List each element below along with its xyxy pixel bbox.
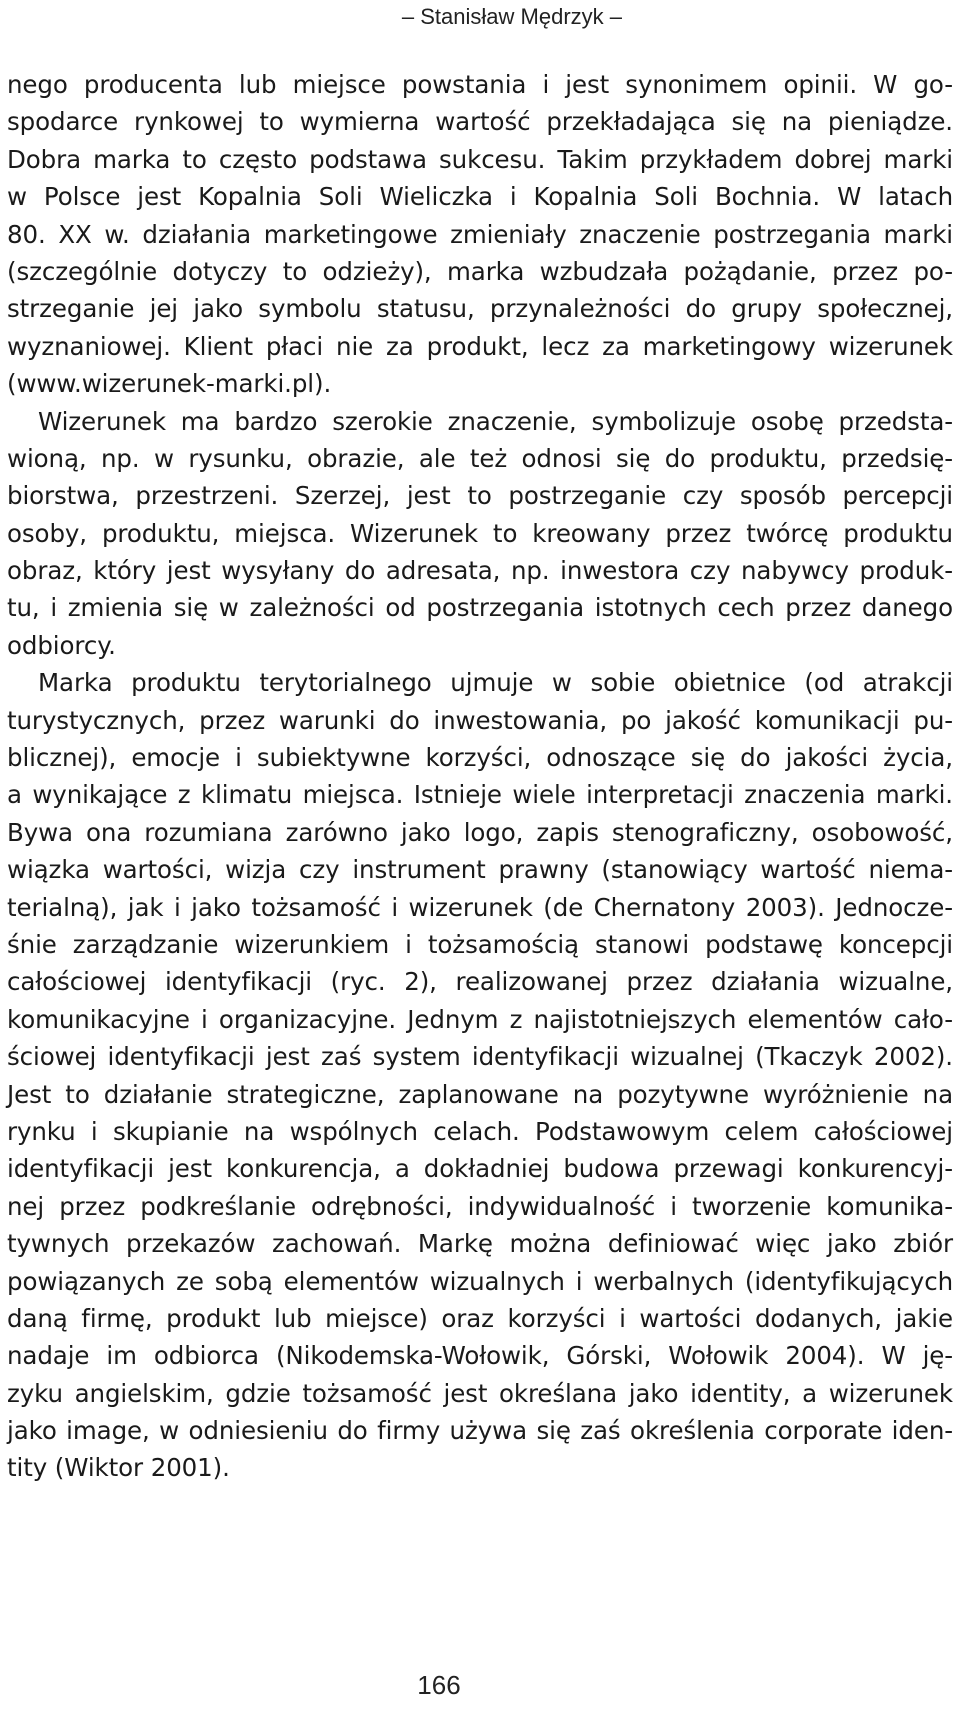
text-line: całościowej identyfikacji (ryc. 2), realizowanej przez działania wizualne, xyxy=(7,967,953,997)
text-line: ściowej identyfikacji jest zaś system identyfikacji wizualnej (Tkaczyk 2002). xyxy=(7,1042,953,1072)
text-line: Dobra marka to często podstawa sukcesu. Takim przykładem dobrej marki xyxy=(7,144,953,174)
text-line: (www.wizerunek-marki.pl). xyxy=(7,369,332,399)
text-line: Marka produktu terytorialnego ujmuje w sobie obietnice (od atrakcji xyxy=(38,668,953,698)
text-line: zyku angielskim, gdzie tożsamość jest określana jako identity, a wizerunek xyxy=(7,1378,953,1408)
text-line: tu, i zmienia się w zależności od postrzegania istotnych cech przez danego xyxy=(7,593,953,623)
text-line: Bywa ona rozumiana zarówno jako logo, zapis stenograficzny, osobowość, xyxy=(7,817,953,847)
text-line: turystycznych, przez warunki do inwestowania, po jakość komunikacji pu- xyxy=(7,705,953,735)
paragraph xyxy=(7,66,953,403)
text-line: tity (Wiktor 2001). xyxy=(7,1453,230,1483)
text-line: śnie zarządzanie wizerunkiem i tożsamością stanowi podstawę koncepcji xyxy=(7,929,953,959)
page-number: 166 xyxy=(417,1670,461,1700)
text-line: a wynikające z klimatu miejsca. Istnieje wiele interpretacji znaczenia marki. xyxy=(7,780,953,810)
text-line: spodarce rynkowej to wymierna wartość przekładająca się na pieniądze. xyxy=(7,107,953,137)
text-line: 80. XX w. działania marketingowe zmieniały znaczenie postrzegania marki xyxy=(7,219,953,249)
text-line: wyznaniowej. Klient płaci nie za produkt, lecz za marketingowy wizerunek xyxy=(7,331,953,361)
text-line: daną firmę, produkt lub miejsce) oraz korzyści i wartości dodanych, jakie xyxy=(7,1303,953,1333)
paragraph xyxy=(7,403,953,665)
text-line: identyfikacji jest konkurencja, a dokładniej budowa przewagi konkurencyj- xyxy=(7,1154,953,1184)
text-line: nej przez podkreślanie odrębności, indywidualność i tworzenie komunika- xyxy=(7,1191,953,1221)
text-line: wiązka wartości, wizja czy instrument prawny (stanowiący wartość niema- xyxy=(7,855,953,885)
running-header: – Stanisław Mędrzyk – xyxy=(401,4,622,29)
text-line: odbiorcy. xyxy=(7,630,116,660)
text-line: biorstwa, przestrzeni. Szerzej, jest to postrzeganie czy sposób percepcji xyxy=(7,481,953,511)
text-line: komunikacyjne i organizacyjne. Jednym z najistotniejszych elementów cało- xyxy=(7,1004,953,1034)
text-line: strzeganie jej jako symbolu statusu, przynależności do grupy społecznej, xyxy=(7,294,953,324)
text-line: (szczególnie dotyczy to odzieży), marka wzbudzała pożądanie, przez po- xyxy=(7,256,953,286)
text-line: nego producenta lub miejsce powstania i jest synonimem opinii. W go- xyxy=(7,70,953,99)
text-line: jako image, w odniesieniu do firmy używa się zaś określenia corporate iden- xyxy=(7,1416,953,1446)
text-line: blicznej), emocje i subiektywne korzyści, odnoszące się do jakości życia, xyxy=(7,743,953,773)
text-line: w Polsce jest Kopalnia Soli Wieliczka i Kopalnia Soli Bochnia. W latach xyxy=(7,182,953,212)
text-line: nadaje im odbiorca (Nikodemska-Wołowik, Górski, Wołowik 2004). W ję- xyxy=(7,1341,953,1371)
body-text xyxy=(7,66,953,1487)
text-line: obraz, który jest wysyłany do adresata, np. inwestora czy nabywcy produk- xyxy=(7,556,953,586)
text-line: terialną), jak i jako tożsamość i wizerunek (de Chernatony 2003). Jednocze- xyxy=(7,892,953,922)
text-line: Jest to działanie strategiczne, zaplanowane na pozytywne wyróżnienie na xyxy=(7,1079,953,1109)
text-line: tywnych przekazów zachowań. Markę można definiować więc jako zbiór xyxy=(7,1229,953,1259)
text-line: rynku i skupianie na wspólnych celach. Podstawowym celem całościowej xyxy=(7,1116,953,1146)
text-line: powiązanych ze sobą elementów wizualnych i werbalnych (identyfikujących xyxy=(7,1266,953,1296)
text-line: Wizerunek ma bardzo szerokie znaczenie, symbolizuje osobę przedsta- xyxy=(38,406,953,436)
paragraph xyxy=(7,664,953,1487)
text-line: osoby, produktu, miejsca. Wizerunek to kreowany przez twórcę produktu xyxy=(7,518,953,548)
text-line: wioną, np. w rysunku, obrazie, ale też odnosi się do produktu, przedsię- xyxy=(7,443,953,473)
